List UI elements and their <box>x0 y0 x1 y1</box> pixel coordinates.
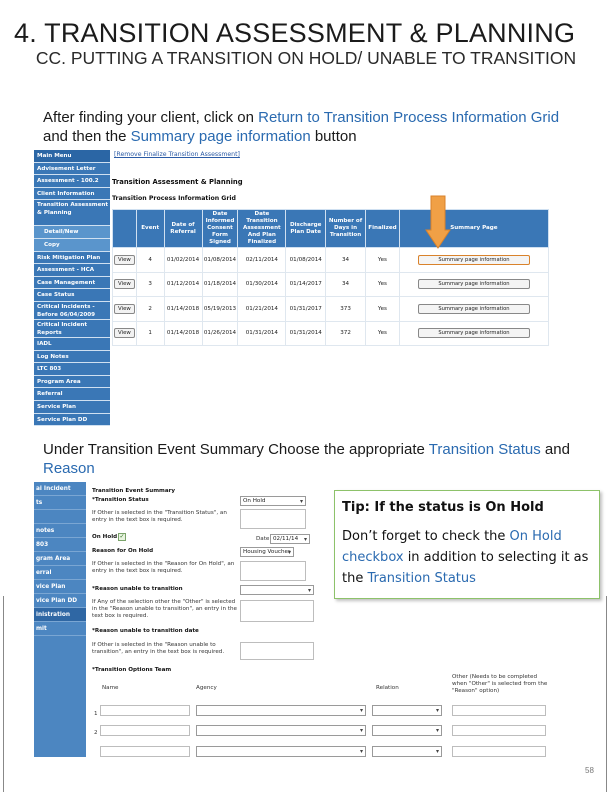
menu-item[interactable] <box>34 510 86 524</box>
team-relation-select[interactable] <box>372 746 442 757</box>
reason-label-text: Reason for On Hold <box>92 548 154 554</box>
table-cell: 01/31/2014 <box>238 321 286 346</box>
status-other-textbox[interactable] <box>240 509 306 529</box>
table-cell: Yes <box>365 321 399 346</box>
team-row-number: 2 <box>94 730 98 736</box>
instruction-2-link-status: Transition Status <box>428 441 541 458</box>
menu-item[interactable]: Critical Incidents - Before 06/04/2009 <box>34 302 110 320</box>
menu-item[interactable]: Assessment - HCA <box>34 264 110 277</box>
view-button[interactable]: View <box>114 279 135 289</box>
remove-finalize-link[interactable]: [Remove Finalize Transition Assessment] <box>114 151 240 158</box>
menu-item[interactable]: inistration <box>34 608 86 622</box>
menu-item[interactable]: Risk Mitigation Plan <box>34 252 110 265</box>
reason-other-textbox[interactable] <box>240 561 306 581</box>
tip-title: Tip: If the status is On Hold <box>342 500 544 515</box>
instruction-2-link-reason: Reason <box>43 460 95 477</box>
view-cell <box>113 248 137 273</box>
menu-item[interactable]: erral <box>34 566 86 580</box>
unable-other-textbox[interactable] <box>240 600 314 622</box>
instruction-1-post: button <box>310 128 357 145</box>
reason-on-hold-select[interactable]: Housing Voucher ▾ <box>240 547 294 557</box>
reason-unable-select[interactable] <box>240 585 314 595</box>
summary-page-button[interactable]: Summary page information <box>418 304 530 314</box>
tip-mid: in addition to selecting it as the <box>342 550 589 586</box>
team-agency-select[interactable] <box>196 705 366 716</box>
table-cell: 2 <box>136 297 164 322</box>
menu-item[interactable]: Log Notes <box>34 351 110 364</box>
summary-cell <box>399 321 548 346</box>
on-hold-checkbox[interactable]: ✓ <box>119 533 125 540</box>
team-column-relation: Relation <box>376 685 399 691</box>
menu-item[interactable]: gram Area <box>34 552 86 566</box>
table-cell: 01/21/2014 <box>238 297 286 322</box>
table-cell: 01/14/2018 <box>164 297 202 322</box>
menu-item[interactable]: Detail/New <box>34 226 110 239</box>
instruction-1-pre: After finding your client, click on <box>43 109 259 126</box>
column-header: Summary Page <box>399 210 548 248</box>
slide-edge-right <box>606 596 607 792</box>
tip-link-status: Transition Status <box>367 571 476 586</box>
instruction-1-link-summary: Summary page information <box>130 128 311 145</box>
menu-item[interactable]: Assessment - 100.2 <box>34 175 110 188</box>
unable-other-note-2: If Other is selected in the "Reason unable to transition", an entry in the text box is required. <box>92 642 225 655</box>
reason-other-note: If Other is selected in the "Reason for On Hold", an entry in the text box is required. <box>92 561 235 574</box>
team-column-name: Name <box>102 685 119 691</box>
menu-item[interactable]: Client Information <box>34 188 110 201</box>
menu-item[interactable]: Service Plan DD <box>34 414 110 427</box>
grid-title: Transition Process Information Grid <box>112 195 236 202</box>
view-button[interactable]: View <box>114 304 135 314</box>
summary-cell <box>399 248 548 273</box>
options-team-label-text: *Transition Options Team <box>92 667 172 673</box>
view-button[interactable]: View <box>114 328 135 338</box>
slide-title: 4. TRANSITION ASSESSMENT & PLANNING <box>14 18 576 48</box>
table-cell: 01/30/2014 <box>238 272 286 297</box>
screenshot-transition-grid <box>34 150 549 423</box>
table-cell: 01/31/2014 <box>286 321 326 346</box>
instruction-1-link-grid: Return to Transition Process Information Grid <box>258 109 560 126</box>
view-cell <box>113 297 137 322</box>
column-header: Discharge Plan Date <box>286 210 326 248</box>
slide-subtitle: CC. PUTTING A TRANSITION ON HOLD/ UNABLE TO TRANSITION <box>35 48 577 68</box>
table-row <box>113 272 549 297</box>
remove-finalize-link-text[interactable]: Remove Finalize Transition Assessment <box>116 151 238 158</box>
menu-item[interactable]: ts <box>34 496 86 510</box>
team-relation-select[interactable] <box>372 705 442 716</box>
tip-pre: Don’t forget to check the <box>342 529 510 544</box>
team-relation-select[interactable] <box>372 725 442 736</box>
column-header <box>113 210 137 248</box>
menu-item[interactable]: Case Management <box>34 277 110 290</box>
menu-item[interactable]: Referral <box>34 388 110 401</box>
menu-item[interactable]: Program Area <box>34 376 110 389</box>
status-label <box>92 497 149 504</box>
table-cell: 01/08/2014 <box>202 248 238 273</box>
table-cell: 01/18/2014 <box>202 272 238 297</box>
column-header: Event <box>136 210 164 248</box>
menu-item[interactable]: IADL <box>34 338 110 351</box>
summary-cell <box>399 297 548 322</box>
team-other-input[interactable] <box>452 725 546 736</box>
team-agency-select[interactable] <box>196 725 366 736</box>
table-cell: 1 <box>136 321 164 346</box>
table-cell: 01/08/2014 <box>286 248 326 273</box>
table-cell: 372 <box>326 321 366 346</box>
summary-page-button[interactable]: Summary page information <box>418 255 530 265</box>
unable-other-note: If Any of the selection other the "Other" is selected in the "Reason unable to transition", an entry in the text box is required. <box>92 599 237 619</box>
menu-item[interactable]: notes <box>34 524 86 538</box>
side-menu <box>34 482 86 757</box>
page-number: 58 <box>585 766 594 775</box>
table-cell: 05/19/2013 <box>202 297 238 322</box>
table-cell: 02/11/2014 <box>238 248 286 273</box>
transition-status-select[interactable]: On Hold ▾ <box>240 496 306 506</box>
column-header: Date Transition Assessment And Plan Finalized <box>238 210 286 248</box>
menu-item[interactable]: 803 <box>34 538 86 552</box>
transition-grid <box>112 209 549 346</box>
column-header: Number of Days in Transition <box>326 210 366 248</box>
slide-edge-left <box>3 596 4 792</box>
tip-body <box>342 526 592 589</box>
menu-item[interactable]: LTC 803 <box>34 363 110 376</box>
column-header: Finalized <box>365 210 399 248</box>
menu-item[interactable]: Advisement Letter <box>34 163 110 176</box>
unable-date-label-text: *Reason unable to transition date <box>92 628 199 634</box>
unable-other-textbox-2[interactable] <box>240 642 314 660</box>
table-cell: 01/31/2017 <box>286 297 326 322</box>
instruction-2-mid: and <box>540 441 570 458</box>
instruction-1 <box>43 108 583 146</box>
team-column-other: Other (Needs to be completed when "Other" is selected from the "Reason" option) <box>452 674 548 694</box>
table-cell: 373 <box>326 297 366 322</box>
menu-item[interactable]: vice Plan <box>34 580 86 594</box>
column-header: Date of Referral <box>164 210 202 248</box>
team-other-input[interactable] <box>452 746 546 757</box>
team-column-agency: Agency <box>196 685 217 691</box>
team-row-number: 1 <box>94 711 98 717</box>
tip-link-checkbox: On Hold checkbox <box>342 529 562 565</box>
team-other-input[interactable] <box>452 705 546 716</box>
table-row <box>113 321 549 346</box>
table-cell: 01/12/2014 <box>164 272 202 297</box>
view-cell <box>113 272 137 297</box>
menu-item[interactable]: Case Status <box>34 289 110 302</box>
table-cell: 01/02/2014 <box>164 248 202 273</box>
table-row <box>113 248 549 273</box>
menu-item[interactable]: vice Plan DD <box>34 594 86 608</box>
menu-item[interactable]: Critical Incident Reports <box>34 320 110 338</box>
team-name-input[interactable] <box>100 725 190 736</box>
table-cell: 3 <box>136 272 164 297</box>
table-cell: Yes <box>365 248 399 273</box>
options-team-label <box>92 667 171 674</box>
menu-item[interactable]: Transition Assessment & Planning <box>34 200 110 226</box>
table-cell: 01/26/2014 <box>202 321 238 346</box>
date-label: Date <box>256 536 270 542</box>
menu-item[interactable]: mit <box>34 622 86 636</box>
table-cell: 34 <box>326 272 366 297</box>
table-cell: 34 <box>326 248 366 273</box>
instruction-2 <box>43 440 583 478</box>
status-label-text: *Transition Status <box>92 497 149 503</box>
reason-label <box>92 548 153 555</box>
status-other-note: If Other is selected in the "Transition Status", an entry in the text box is required. <box>92 510 227 523</box>
on-hold-label-text: On Hold <box>92 534 118 540</box>
summary-page-button[interactable]: Summary page information <box>418 328 530 338</box>
unable-date-label <box>92 628 199 635</box>
side-menu <box>34 150 110 423</box>
tip-callout <box>334 490 600 599</box>
menu-item[interactable]: Service Plan <box>34 401 110 414</box>
table-cell: Yes <box>365 297 399 322</box>
view-cell <box>113 321 137 346</box>
team-agency-select[interactable] <box>196 746 366 757</box>
menu-item[interactable]: Copy <box>34 239 110 252</box>
down-arrow-icon <box>426 196 450 248</box>
summary-cell <box>399 272 548 297</box>
table-cell: 01/14/2017 <box>286 272 326 297</box>
instruction-2-pre: Under Transition Event Summary Choose the appropriate <box>43 441 429 458</box>
on-hold-date-input[interactable]: 02/11/14 ▾ <box>270 534 310 544</box>
table-row <box>113 297 549 322</box>
event-summary-title-text: Transition Event Summary <box>92 488 176 494</box>
unable-label-text: *Reason unable to transition <box>92 586 183 592</box>
view-button[interactable]: View <box>114 255 135 265</box>
table-cell: 01/14/2018 <box>164 321 202 346</box>
menu-item[interactable]: ai Incident <box>34 482 86 496</box>
team-name-input[interactable] <box>100 746 190 757</box>
team-name-input[interactable] <box>100 705 190 716</box>
column-header: Date Informed Consent Form Signed <box>202 210 238 248</box>
summary-page-button[interactable]: Summary page information <box>418 279 530 289</box>
unable-label <box>92 586 183 593</box>
on-hold-label <box>92 534 117 541</box>
table-cell: 4 <box>136 248 164 273</box>
instruction-1-mid: and then the <box>43 128 131 145</box>
table-cell: Yes <box>365 272 399 297</box>
menu-item[interactable]: Main Menu <box>34 150 110 163</box>
event-summary-title <box>92 488 175 495</box>
screen-heading: Transition Assessment & Planning <box>112 178 243 186</box>
